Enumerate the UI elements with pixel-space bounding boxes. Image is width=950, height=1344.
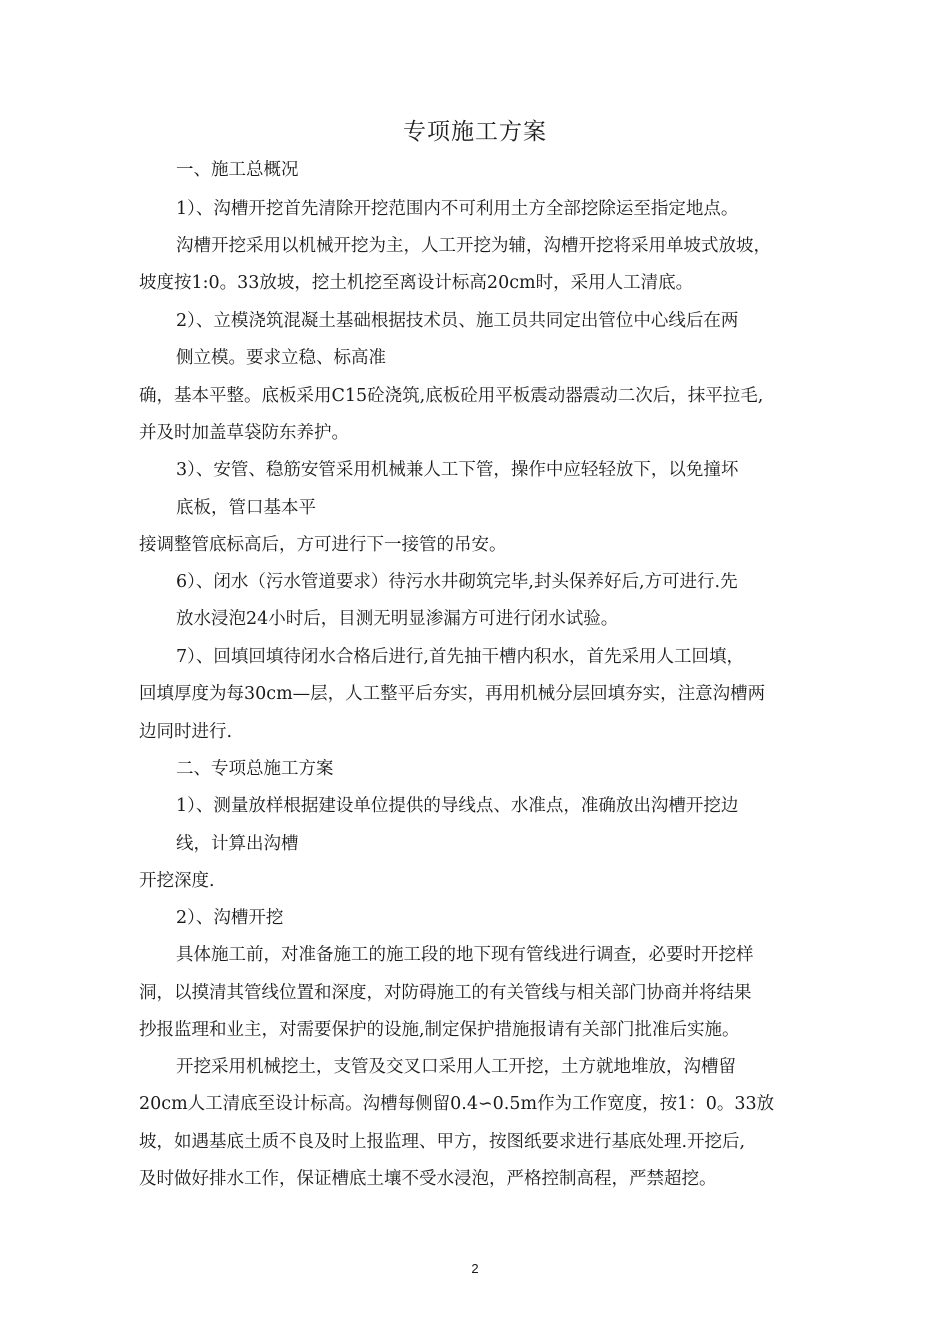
text-line: 接调整管底标高后，方可进行下一接管的吊安。 [139, 535, 507, 555]
text-line: 2）、沟槽开挖 [176, 908, 284, 928]
text-line: 开挖采用机械挖土，支管及交叉口采用人工开挖，土方就地堆放，沟槽留 [176, 1057, 736, 1077]
section-heading-overview: 一、施工总概况 [176, 160, 299, 180]
text-line: 7）、回填回填待闭水合格后进行,首先抽干槽内积水，首先采用人工回填， [176, 647, 744, 667]
text-line: 确，基本平整。底板采用C15砼浇筑,底板砼用平板震动器震动二次后，抹平拉毛, [139, 386, 764, 406]
text-line: 1）、测量放样根据建设单位提供的导线点、水准点，准确放出沟槽开挖边 [176, 796, 739, 816]
text-line: 底板，管口基本平 [176, 498, 316, 518]
text-line: 回填厚度为每30cm—层，人工整平后夯实，再用机械分层回填夯实，注意沟槽两 [139, 684, 766, 704]
text-line: 沟槽开挖采用以机械开挖为主，人工开挖为辅，沟槽开挖将采用单坡式放坡， [176, 236, 771, 256]
text-line: 放水浸泡24小时后，目测无明显渗漏方可进行闭水试验。 [176, 609, 619, 629]
text-line: 洞，以摸清其管线位置和深度，对防碍施工的有关管线与相关部门协商并将结果 [139, 983, 752, 1003]
text-line: 开挖深度. [139, 871, 215, 891]
document-title: 专项施工方案 [403, 119, 547, 145]
text-line: 具体施工前，对准备施工的施工段的地下现有管线进行调查，必要时开挖样 [176, 945, 754, 965]
text-line: 坡度按1:0。33放坡，挖土机挖至离设计标高20cm时，采用人工清底。 [139, 273, 694, 293]
page-number: 2 [471, 1261, 479, 1276]
text-line: 6）、闭水（污水管道要求）待污水井砌筑完毕,封头保养好后,方可进行.先 [176, 572, 738, 592]
text-line: 20cm人工清底至设计标高。沟槽每侧留0.4∽0.5m作为工作宽度，按1：0。33放 [139, 1094, 775, 1114]
text-line: 并及时加盖草袋防东养护。 [139, 423, 349, 443]
text-line: 边同时进行. [139, 722, 233, 742]
text-line: 抄报监理和业主，对需要保护的设施,制定保护措施报请有关部门批准后实施。 [139, 1020, 740, 1040]
text-line: 3）、安管、稳筋安管采用机械兼人工下管，操作中应轻轻放下，以免撞坏 [176, 460, 739, 480]
text-line: 2）、立模浇筑混凝土基础根据技术员、施工员共同定出管位中心线后在两 [176, 311, 739, 331]
text-line: 及时做好排水工作，保证槽底土壤不受水浸泡，严格控制高程，严禁超挖。 [139, 1169, 717, 1189]
text-line: 侧立模。要求立稳、标高准 [176, 348, 386, 368]
section-heading-special-plan: 二、专项总施工方案 [176, 759, 334, 779]
text-line: 1）、沟槽开挖首先清除开挖范围内不可利用土方全部挖除运至指定地点。 [176, 199, 739, 219]
text-line: 坡，如遇基底土质不良及时上报监理、甲方，按图纸要求进行基底处理.开挖后, [139, 1132, 746, 1152]
text-line: 线，计算出沟槽 [176, 834, 299, 854]
